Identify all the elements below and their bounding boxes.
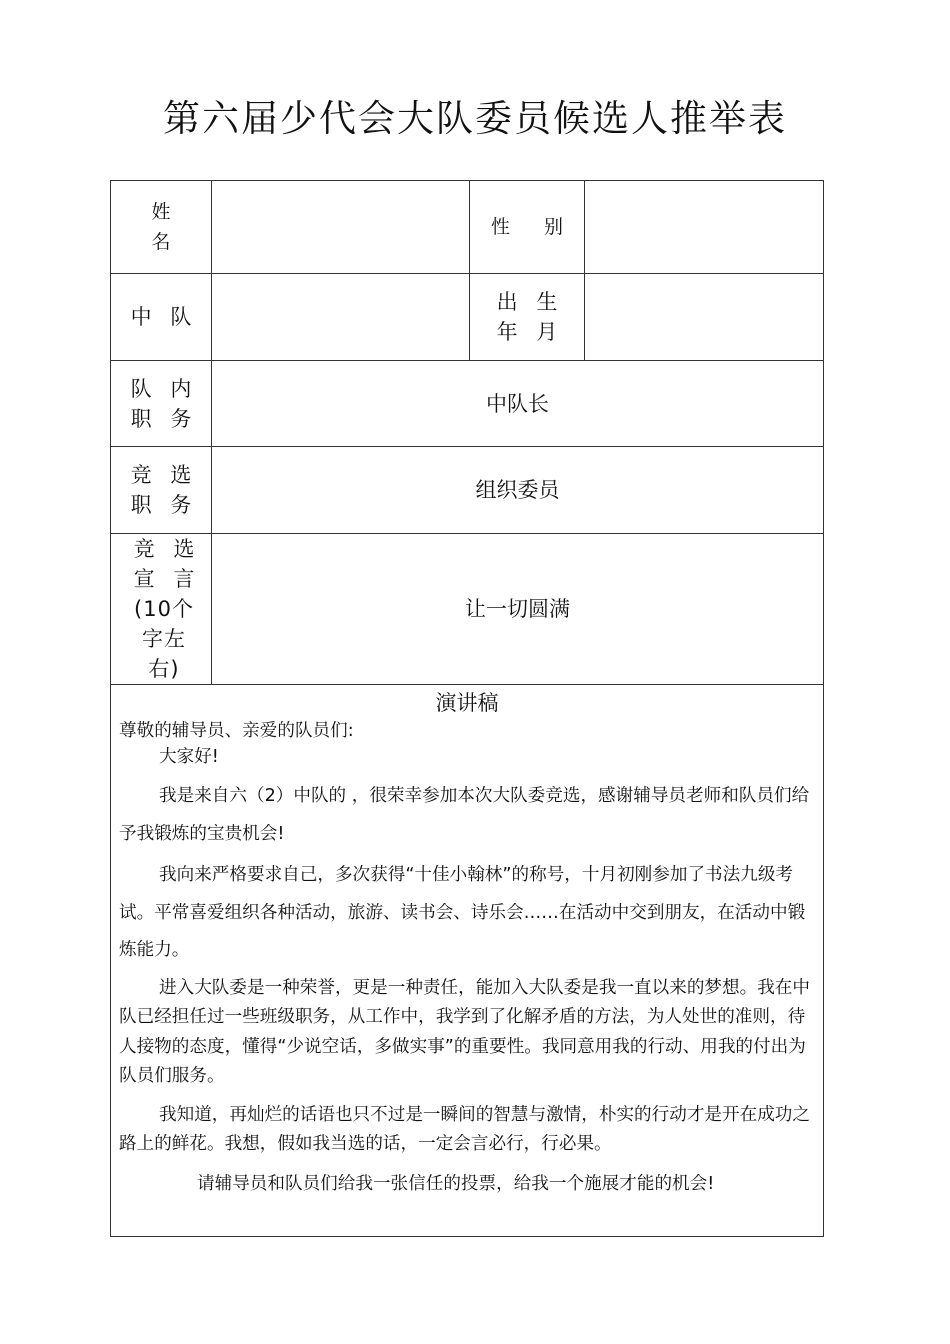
slogan-label-line4: 字左 <box>142 627 186 651</box>
squad-label: 中 队 <box>111 274 212 361</box>
slogan-label <box>111 534 212 685</box>
speech-paragraph-4: 我知道，再灿烂的话语也只不过是一瞬间的智慧与激情，朴实的行动才是开在成功之路上的鲜花。我想，假如我当选的话，一定会言必行，行必果。 <box>119 1104 810 1154</box>
speech-paragraph-1: 我是来自六（2）中队的 ，很荣幸参加本次大队委竞选，感谢辅导员老师和队员们给予我锻炼的宝贵机会! <box>119 786 810 844</box>
row-squad-birth <box>111 274 824 361</box>
speech-hello: 大家好! <box>159 747 219 767</box>
speech-body <box>119 718 815 1199</box>
squad-field[interactable] <box>212 274 470 361</box>
position-label-line1: 队 内 <box>130 376 198 401</box>
nomination-form-table <box>110 180 824 1237</box>
position-label <box>111 361 212 447</box>
page-title: 第六届少代会大队委员候选人推举表 <box>163 97 787 140</box>
campaign-label <box>111 447 212 534</box>
campaign-label-line2: 职 务 <box>130 493 198 517</box>
speech-closing: 请辅导员和队员们给我一张信任的投票，给我一个施展才能的机会! <box>197 1173 715 1194</box>
row-slogan <box>111 534 824 685</box>
speech-paragraph-2: 我向来严格要求自己，多次获得“十佳小翰林”的称号，十月初刚参加了书法九级考试。平常喜爱组织各种活动，旅游、读书会、诗乐会……在活动中交到朋友，在活动中锻炼能力。 <box>119 865 806 960</box>
slogan-label-line5: 右) <box>148 657 180 681</box>
row-campaign-position <box>111 447 824 534</box>
speech-greeting: 尊敬的辅导员、亲爱的队员们: <box>119 721 354 741</box>
gender-label: 性 别 <box>470 181 585 274</box>
slogan-label-line1: 竞 选 <box>133 537 201 561</box>
slogan-label-line3: (10个 <box>134 597 194 621</box>
row-name-gender <box>111 181 824 274</box>
position-value: 中队长 <box>212 361 824 447</box>
speech-paragraph-3: 进入大队委是一种荣誉，更是一种责任，能加入大队委是我一直以来的梦想。我在中队已经担任过一些班级职务，从工作中，我学到了化解矛盾的方法，为人处世的准则，待人接物的态度，懂得“少说空话，多做实事”的重要性。我同意用我的行动、用我的付出为队员们服务。 <box>119 977 810 1086</box>
campaign-value: 组织委员 <box>212 447 824 534</box>
speech-title: 演讲稿 <box>435 691 499 715</box>
row-speech <box>111 685 824 1237</box>
slogan-value: 让一切圆满 <box>212 534 824 685</box>
row-current-position <box>111 361 824 447</box>
birth-label-line2: 年 月 <box>496 320 564 344</box>
gender-field[interactable] <box>585 181 824 274</box>
slogan-label-line2: 宣 言 <box>133 567 201 591</box>
birth-label <box>470 274 585 361</box>
birth-field[interactable] <box>585 274 824 361</box>
birth-label-line1: 出 生 <box>496 290 564 314</box>
campaign-label-line1: 竞 选 <box>130 463 198 487</box>
name-label: 姓 名 <box>111 181 212 274</box>
name-field[interactable] <box>212 181 470 274</box>
position-label-line2: 职 务 <box>130 406 198 431</box>
speech-cell <box>111 685 824 1237</box>
